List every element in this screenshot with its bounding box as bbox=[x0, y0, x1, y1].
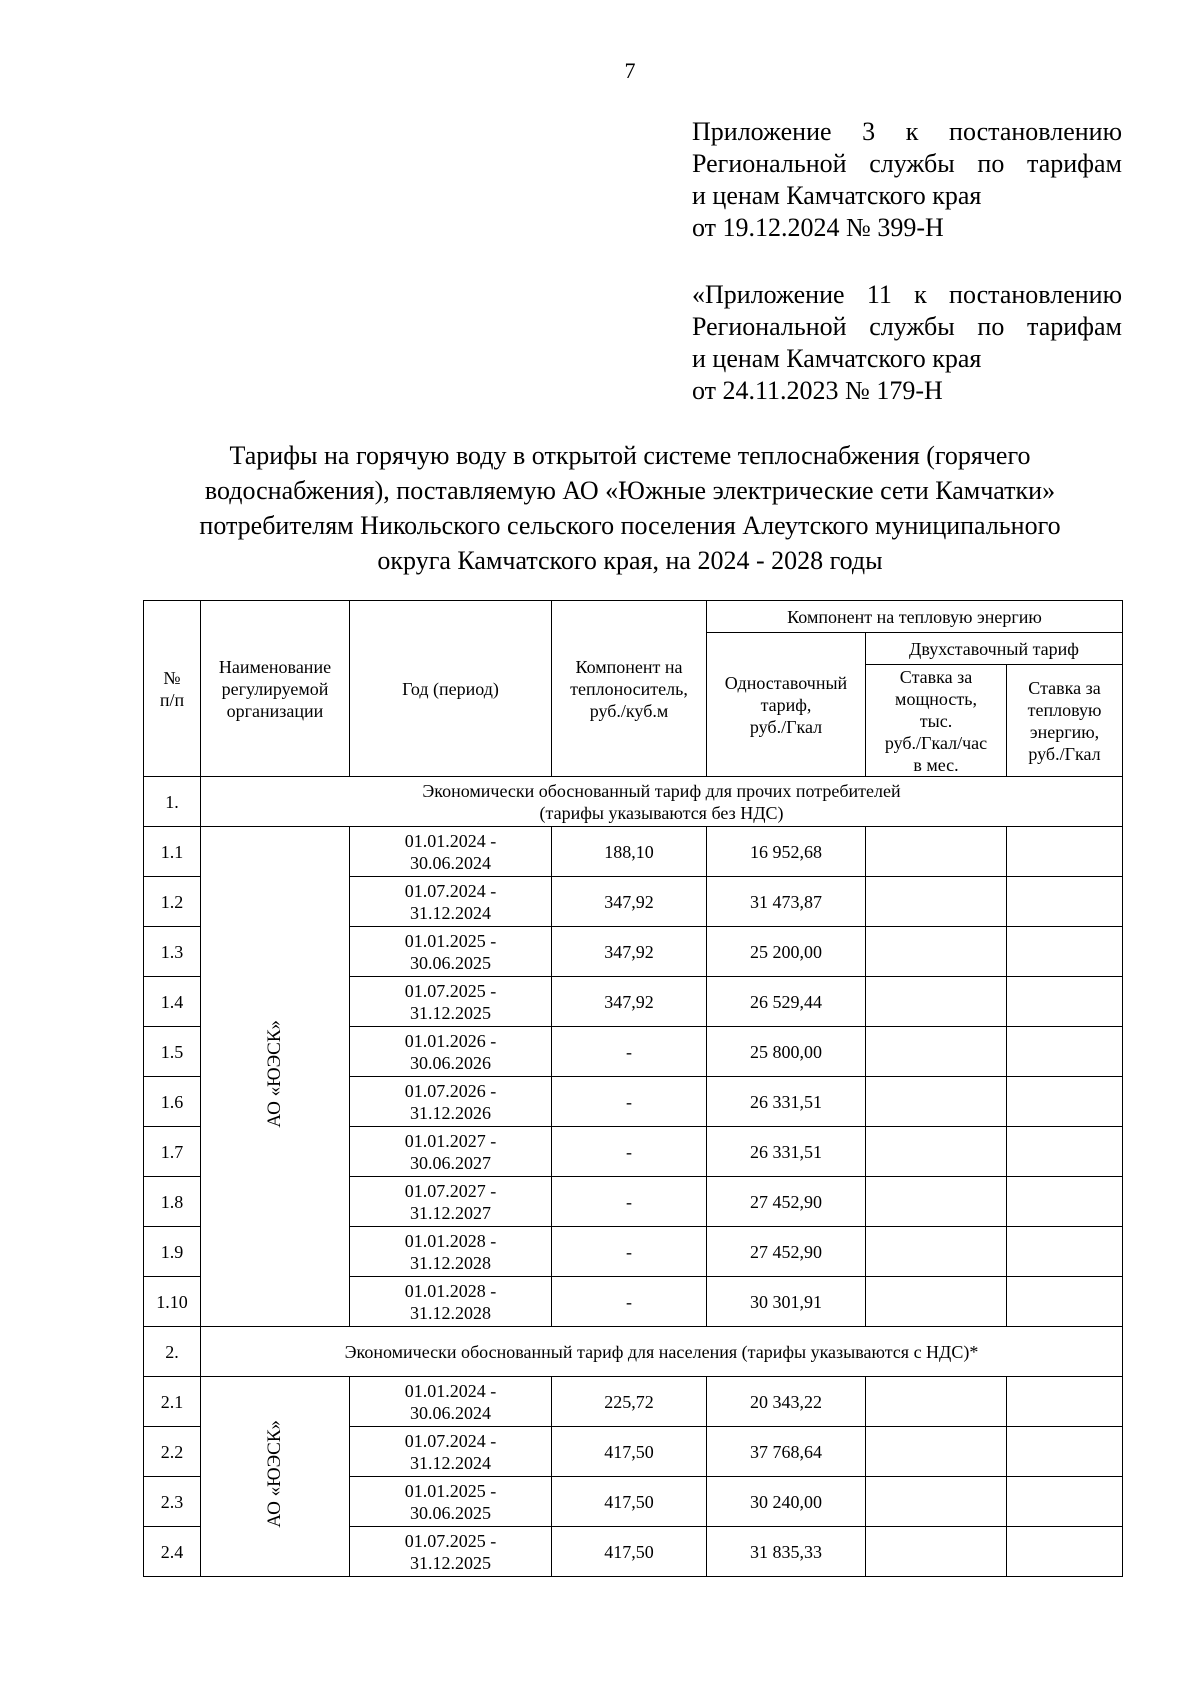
period-line: 30.06.2024 bbox=[410, 852, 491, 873]
single-rate-value: 25 800,00 bbox=[707, 1027, 866, 1077]
header-text: Ставка за bbox=[899, 666, 973, 687]
appendix-line: и ценам Камчатского края bbox=[692, 344, 982, 373]
organization-name: АО «ЮЭСК» bbox=[264, 1020, 285, 1128]
period-line: 01.01.2024 - bbox=[404, 1380, 497, 1401]
header-two-rate: Двухставочный тариф bbox=[866, 633, 1123, 665]
carrier-value: 347,92 bbox=[552, 877, 707, 927]
carrier-value: 347,92 bbox=[552, 977, 707, 1027]
period-line: 01.01.2025 - bbox=[404, 930, 497, 951]
single-rate-value: 27 452,90 bbox=[707, 1227, 866, 1277]
header-text: руб./Гкал bbox=[749, 716, 823, 737]
carrier-value: 188,10 bbox=[552, 827, 707, 877]
row-number: 1.1 bbox=[144, 827, 201, 877]
appendix-line: «Приложение 11 к постановлению bbox=[692, 280, 1122, 309]
header-text: организации bbox=[226, 700, 324, 721]
period-cell bbox=[350, 927, 552, 977]
single-rate-value: 30 240,00 bbox=[707, 1477, 866, 1527]
row-number: 2.2 bbox=[144, 1427, 201, 1477]
period-line: 01.07.2024 - bbox=[404, 880, 497, 901]
period-cell bbox=[350, 1527, 552, 1577]
header-text: руб./Гкал bbox=[1028, 743, 1101, 764]
header-text: Наименование bbox=[218, 656, 332, 677]
row-number: 1.3 bbox=[144, 927, 201, 977]
period-line: 01.01.2025 - bbox=[404, 1480, 497, 1501]
header-text: Ставка за bbox=[1028, 677, 1101, 698]
carrier-value: 417,50 bbox=[552, 1477, 707, 1527]
document-title bbox=[140, 438, 1120, 578]
capacity-rate-value bbox=[866, 827, 1007, 877]
energy-rate-value bbox=[1007, 927, 1123, 977]
energy-rate-value bbox=[1007, 827, 1123, 877]
capacity-rate-value bbox=[866, 1227, 1007, 1277]
row-number: 1.10 bbox=[144, 1277, 201, 1327]
period-line: 01.07.2025 - bbox=[404, 980, 497, 1001]
capacity-rate-value bbox=[866, 1127, 1007, 1177]
capacity-rate-value bbox=[866, 977, 1007, 1027]
period-line: 01.07.2025 - bbox=[404, 1530, 497, 1551]
period-cell bbox=[350, 1227, 552, 1277]
carrier-value: 417,50 bbox=[552, 1427, 707, 1477]
carrier-value: 225,72 bbox=[552, 1377, 707, 1427]
row-number: 2.1 bbox=[144, 1377, 201, 1427]
period-line: 01.01.2026 - bbox=[404, 1030, 497, 1051]
table-body bbox=[144, 777, 1123, 1577]
carrier-value: - bbox=[552, 1127, 707, 1177]
row-number: 1.8 bbox=[144, 1177, 201, 1227]
period-line: 30.06.2027 bbox=[410, 1152, 491, 1173]
carrier-value: 417,50 bbox=[552, 1527, 707, 1577]
row-number: 1.2 bbox=[144, 877, 201, 927]
period-cell bbox=[350, 1177, 552, 1227]
period-cell bbox=[350, 1477, 552, 1527]
energy-rate-value bbox=[1007, 977, 1123, 1027]
header-text: тыс. bbox=[919, 710, 953, 731]
row-number: 2.3 bbox=[144, 1477, 201, 1527]
period-line: 30.06.2025 bbox=[410, 952, 491, 973]
carrier-value: - bbox=[552, 1177, 707, 1227]
carrier-value: - bbox=[552, 1227, 707, 1277]
header-text: Компонент на bbox=[575, 656, 683, 677]
single-rate-value: 30 301,91 bbox=[707, 1277, 866, 1327]
section-label-line: Экономически обоснованный тариф для прочих потребителей bbox=[422, 780, 901, 801]
capacity-rate-value bbox=[866, 1277, 1007, 1327]
section-number: 2. bbox=[144, 1327, 201, 1377]
period-line: 30.06.2024 bbox=[410, 1402, 491, 1423]
period-cell bbox=[350, 1127, 552, 1177]
energy-rate-value bbox=[1007, 1427, 1123, 1477]
page-number: 7 bbox=[624, 58, 636, 83]
header-energy-rate bbox=[1007, 665, 1123, 777]
period-line: 30.06.2026 bbox=[410, 1052, 491, 1073]
header-text: Одноставочный bbox=[724, 672, 848, 693]
capacity-rate-value bbox=[866, 1027, 1007, 1077]
carrier-value: - bbox=[552, 1277, 707, 1327]
header-text: теплоноситель, bbox=[570, 678, 688, 699]
period-cell bbox=[350, 1277, 552, 1327]
period-line: 31.12.2028 bbox=[410, 1252, 491, 1273]
title-line: водоснабжения), поставляемую АО «Южные электрические сети Камчатки» bbox=[204, 476, 1056, 505]
single-rate-value: 16 952,68 bbox=[707, 827, 866, 877]
energy-rate-value bbox=[1007, 1377, 1123, 1427]
energy-rate-value bbox=[1007, 1027, 1123, 1077]
organization-cell bbox=[201, 827, 350, 1327]
header-text: в мес. bbox=[913, 754, 959, 775]
row-number: 1.7 bbox=[144, 1127, 201, 1177]
single-rate-value: 20 343,22 bbox=[707, 1377, 866, 1427]
table-row bbox=[144, 1377, 1123, 1427]
section-label-line: (тарифы указываются без НДС) bbox=[539, 802, 784, 823]
period-line: 01.01.2028 - bbox=[404, 1230, 497, 1251]
header-text: мощность, bbox=[895, 688, 977, 709]
appendix-line: Приложение 3 к постановлению bbox=[692, 117, 1122, 146]
single-rate-value: 26 529,44 bbox=[707, 977, 866, 1027]
table-header bbox=[144, 601, 1123, 777]
header-number bbox=[144, 601, 201, 777]
period-line: 01.07.2027 - bbox=[404, 1180, 497, 1201]
tariff-table bbox=[143, 600, 1123, 1577]
appendix-line: и ценам Камчатского края bbox=[692, 181, 982, 210]
organization-name: АО «ЮЭСК» bbox=[264, 1420, 285, 1528]
period-line: 31.12.2025 bbox=[410, 1002, 491, 1023]
row-number: 1.6 bbox=[144, 1077, 201, 1127]
period-cell bbox=[350, 1027, 552, 1077]
header-text: тепловую bbox=[1027, 699, 1102, 720]
appendix-line: от 19.12.2024 № 399-Н bbox=[692, 213, 944, 242]
energy-rate-value bbox=[1007, 1227, 1123, 1277]
title-line: Тарифы на горячую воду в открытой системе теплоснабжения (горячего bbox=[229, 441, 1031, 470]
period-cell bbox=[350, 1077, 552, 1127]
capacity-rate-value bbox=[866, 1427, 1007, 1477]
period-line: 01.01.2024 - bbox=[404, 830, 497, 851]
carrier-value: 347,92 bbox=[552, 927, 707, 977]
period-line: 30.06.2025 bbox=[410, 1502, 491, 1523]
energy-rate-value bbox=[1007, 1177, 1123, 1227]
energy-rate-value bbox=[1007, 1127, 1123, 1177]
carrier-value: - bbox=[552, 1027, 707, 1077]
carrier-value: - bbox=[552, 1077, 707, 1127]
period-line: 31.12.2028 bbox=[410, 1302, 491, 1323]
period-line: 01.07.2026 - bbox=[404, 1080, 497, 1101]
single-rate-value: 31 473,87 bbox=[707, 877, 866, 927]
capacity-rate-value bbox=[866, 1477, 1007, 1527]
single-rate-value: 26 331,51 bbox=[707, 1077, 866, 1127]
period-cell bbox=[350, 1427, 552, 1477]
header-text: п/п bbox=[159, 689, 185, 710]
energy-rate-value bbox=[1007, 877, 1123, 927]
row-number: 2.4 bbox=[144, 1527, 201, 1577]
header-text: руб./куб.м bbox=[589, 700, 669, 721]
header-heat-component: Компонент на тепловую энергию bbox=[707, 601, 1123, 633]
organization-cell bbox=[201, 1377, 350, 1577]
header-text: № bbox=[163, 667, 181, 688]
header-capacity-rate bbox=[866, 665, 1007, 777]
period-cell bbox=[350, 977, 552, 1027]
row-number: 1.9 bbox=[144, 1227, 201, 1277]
header-period: Год (период) bbox=[350, 601, 552, 777]
period-line: 31.12.2024 bbox=[410, 902, 491, 923]
capacity-rate-value bbox=[866, 927, 1007, 977]
header-organization bbox=[201, 601, 350, 777]
row-number: 1.4 bbox=[144, 977, 201, 1027]
period-cell bbox=[350, 1377, 552, 1427]
capacity-rate-value bbox=[866, 1527, 1007, 1577]
period-line: 31.12.2026 bbox=[410, 1102, 491, 1123]
single-rate-value: 26 331,51 bbox=[707, 1127, 866, 1177]
period-line: 01.01.2028 - bbox=[404, 1280, 497, 1301]
period-cell bbox=[350, 877, 552, 927]
period-line: 01.01.2027 - bbox=[404, 1130, 497, 1151]
energy-rate-value bbox=[1007, 1277, 1123, 1327]
section-number: 1. bbox=[144, 777, 201, 827]
period-line: 31.12.2024 bbox=[410, 1452, 491, 1473]
single-rate-value: 37 768,64 bbox=[707, 1427, 866, 1477]
energy-rate-value bbox=[1007, 1477, 1123, 1527]
period-line: 01.07.2024 - bbox=[404, 1430, 497, 1451]
section-row bbox=[144, 1327, 1123, 1377]
period-line: 31.12.2027 bbox=[410, 1202, 491, 1223]
capacity-rate-value bbox=[866, 1177, 1007, 1227]
section-label bbox=[201, 1327, 1123, 1377]
appendix-line: от 24.11.2023 № 179-Н bbox=[692, 376, 943, 405]
period-line: 31.12.2025 bbox=[410, 1552, 491, 1573]
single-rate-value: 31 835,33 bbox=[707, 1527, 866, 1577]
capacity-rate-value bbox=[866, 1377, 1007, 1427]
header-single-rate bbox=[707, 633, 866, 777]
title-line: округа Камчатского края, на 2024 - 2028 годы bbox=[377, 546, 883, 575]
single-rate-value: 25 200,00 bbox=[707, 927, 866, 977]
energy-rate-value bbox=[1007, 1077, 1123, 1127]
header-text: тариф, bbox=[760, 694, 812, 715]
appendix-line: Региональной службы по тарифам bbox=[692, 312, 1122, 341]
header-text: регулируемой bbox=[221, 678, 329, 699]
section-label-line: Экономически обоснованный тариф для населения (тарифы указываются с НДС)* bbox=[344, 1341, 979, 1362]
table-row bbox=[144, 827, 1123, 877]
appendix-line: Региональной службы по тарифам bbox=[692, 149, 1122, 178]
header-text: энергию, bbox=[1029, 721, 1100, 742]
title-line: потребителям Никольского сельского поселения Алеутского муниципального bbox=[199, 511, 1061, 540]
single-rate-value: 27 452,90 bbox=[707, 1177, 866, 1227]
capacity-rate-value bbox=[866, 877, 1007, 927]
appendix-reference-current bbox=[692, 116, 1122, 244]
section-label bbox=[201, 777, 1123, 827]
period-cell bbox=[350, 827, 552, 877]
row-number: 1.5 bbox=[144, 1027, 201, 1077]
header-text: руб./Гкал/час bbox=[884, 732, 988, 753]
header-carrier-component bbox=[552, 601, 707, 777]
energy-rate-value bbox=[1007, 1527, 1123, 1577]
capacity-rate-value bbox=[866, 1077, 1007, 1127]
appendix-reference-previous bbox=[692, 279, 1122, 407]
section-row bbox=[144, 777, 1123, 827]
